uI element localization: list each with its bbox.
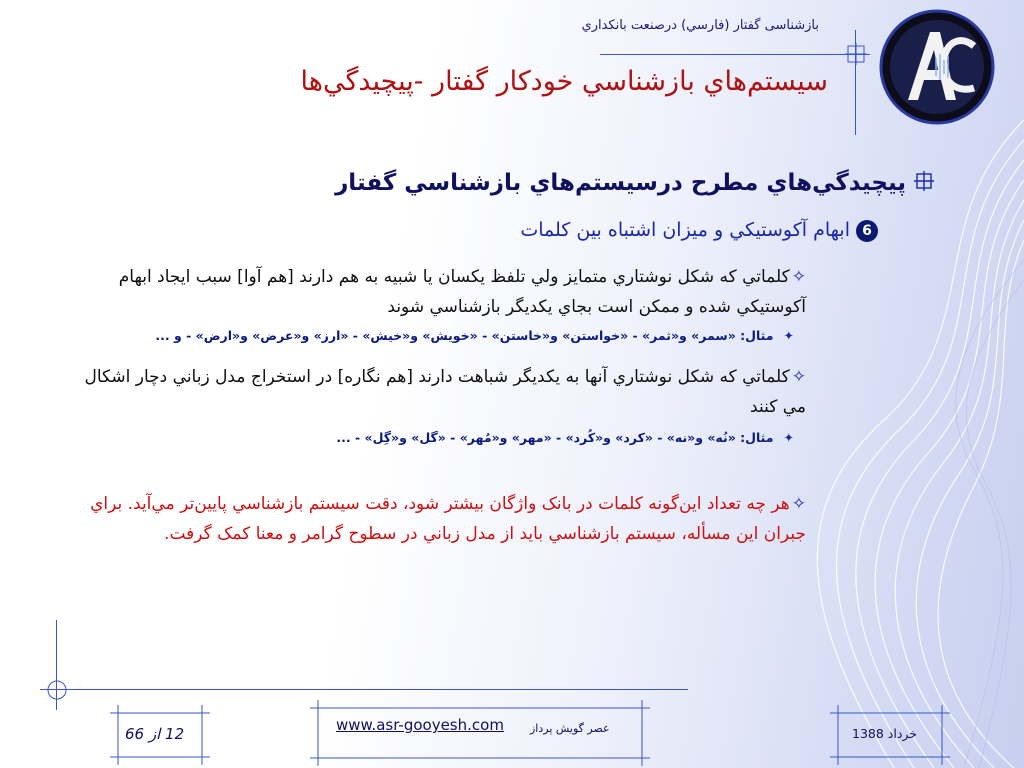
bullet-text: ✧هر چه تعداد اين‌گونه كلمات در بانک واژگان بيشتر شود، دقت سيستم بازشناسي پايين‌تر مي‌آيد. براي جبران اين مسأله، سيستم بازشناسي بايد از مدل زباني در سطوح گرامر و معنا كمک گرفت. — [90, 494, 806, 544]
organization-name: عصر گويش پرداز — [530, 722, 610, 735]
website-link[interactable]: www.asr-gooyesh.com — [336, 716, 504, 734]
footer-circle-icon — [45, 678, 69, 702]
four-point-star-icon: ✧ — [791, 494, 806, 514]
slide-date: خرداد 1388 — [852, 726, 918, 741]
example-line: ✦مثال: «سمر» و«ثمر» - «خواستن» و«خاستن» - «خويش» و«خيش» - «ارز» و«عرض» و«ارض» - و ... — [155, 328, 794, 343]
header-crosshair-icon — [845, 43, 867, 65]
crosshair-icon — [914, 171, 934, 197]
sub-heading-text: ابهام آكوستيكي و ميزان اشتباه بين كلمات — [520, 219, 850, 241]
small-star-icon: ✦ — [783, 328, 794, 343]
main-heading — [335, 170, 934, 197]
bullet-item — [56, 262, 806, 343]
header-rule — [600, 54, 870, 55]
four-point-star-icon: ✧ — [791, 367, 806, 387]
sub-heading — [520, 219, 878, 242]
example-line: ✦مثال: «نُه» و«نه» - «كرد» و«كُرد» - «مهر» و«مُهر» - «گل» و«گِل» - ... — [336, 430, 794, 445]
footer-rule — [40, 689, 688, 690]
company-logo — [878, 8, 996, 126]
page-number: 12 از 66 — [125, 725, 185, 743]
header-subtitle: بازشناسی گفتار (فارسي) درصنعت بانكداري — [581, 18, 819, 33]
number-circle-icon: 6 — [856, 220, 878, 242]
small-star-icon: ✦ — [783, 430, 794, 445]
bullet-item-highlight — [56, 489, 806, 549]
bullet-item — [56, 362, 806, 445]
bullet-text: ✧كلماتي كه شكل نوشتاري متمايز ولي تلفظ يكسان يا شبيه به هم دارند [هم آوا] سبب ايجاد ابهام آكوستيكي شده و ممكن است بجاي يكديگر بازشناسي شوند — [118, 267, 806, 317]
bullet-text: ✧كلماتي كه شكل نوشتاري آنها به يكديگر شباهت دارند [هم نگاره] در استخراج مدل زباني دچار اشكال مي كنند — [84, 367, 806, 417]
main-heading-text: پيچيدگي‌هاي مطرح درسيستم‌هاي بازشناسي گفتار — [335, 170, 906, 196]
slide-title: سيستم‌هاي بازشناسي خودكار گفتار -پيچيدگي‌ها — [300, 66, 828, 97]
four-point-star-icon: ✧ — [791, 267, 806, 287]
